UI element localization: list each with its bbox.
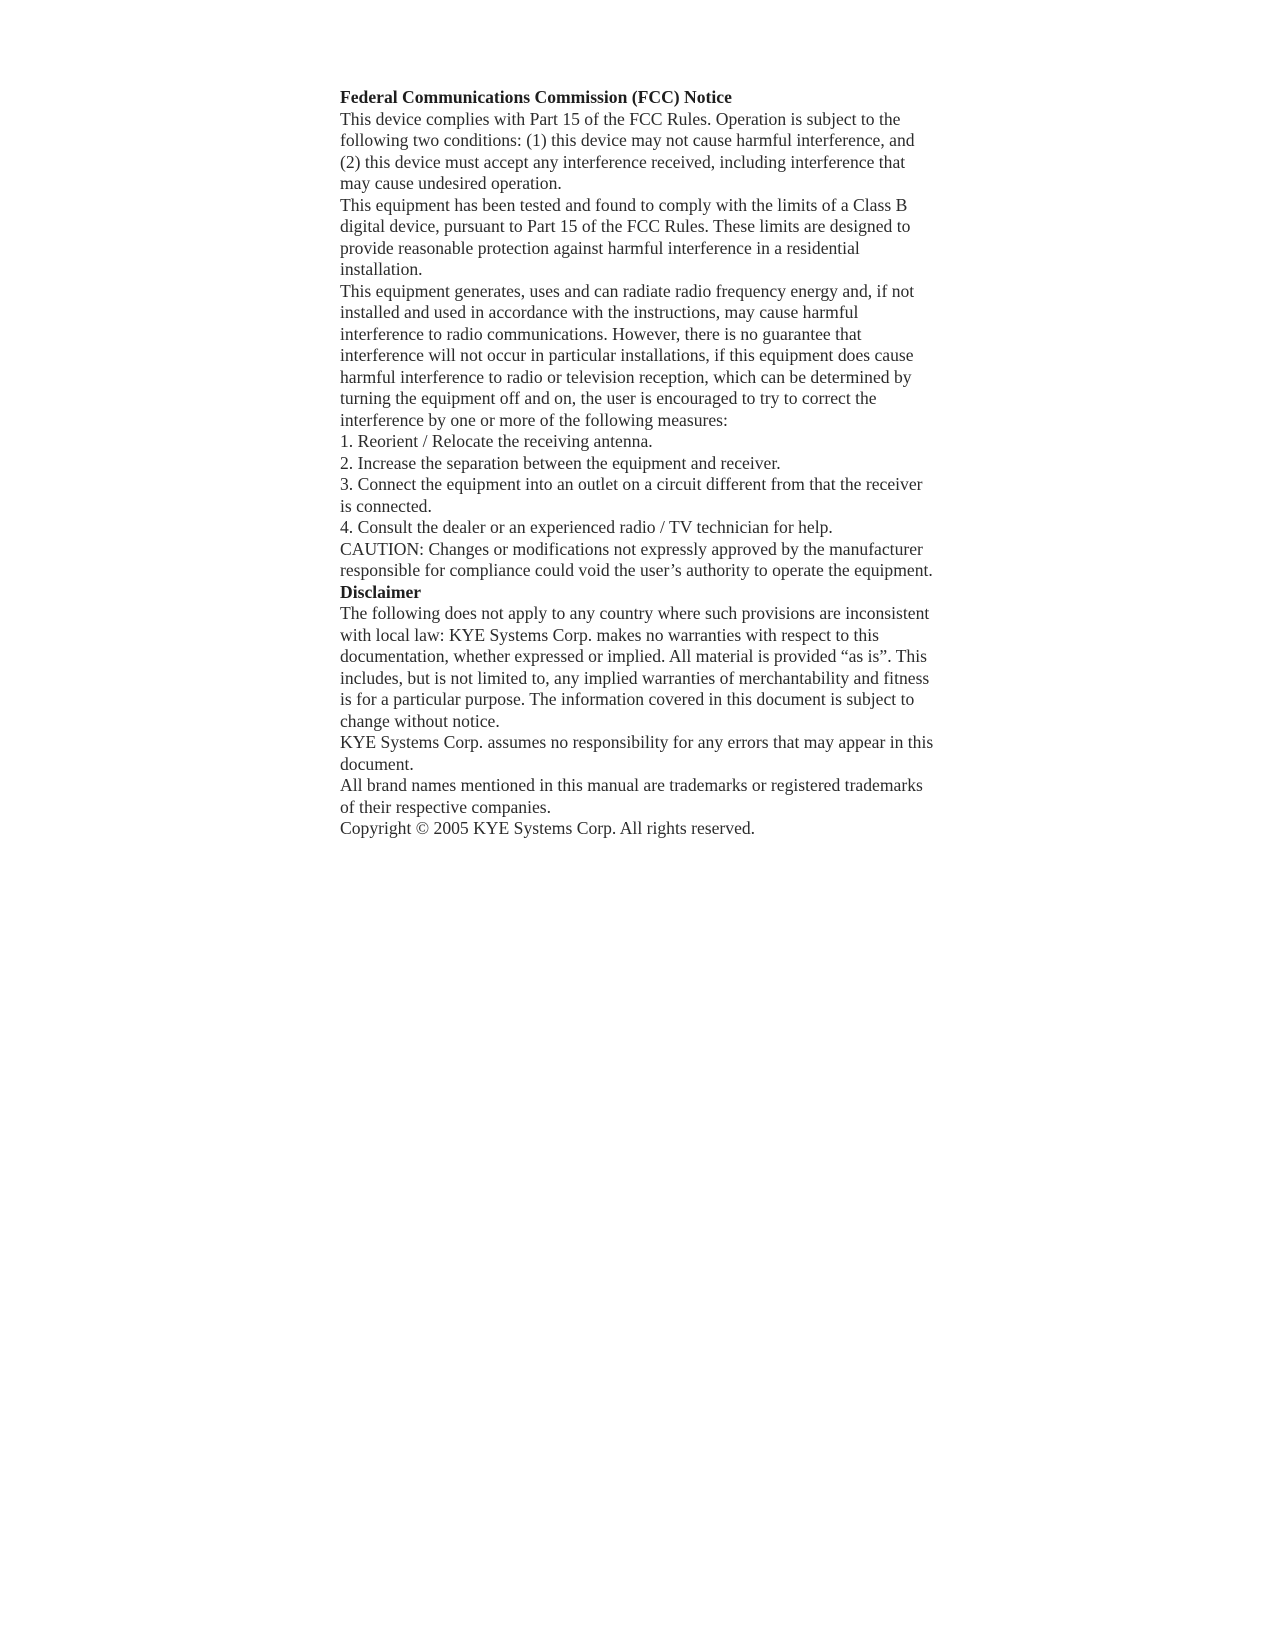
measure-item-2: 2. Increase the separation between the equipment and receiver.: [340, 452, 781, 473]
measure-item-3: 3. Connect the equipment into an outlet on a circuit different from that the receiver is connected.: [340, 474, 923, 516]
document-page: [340, 87, 936, 840]
copyright-line: Copyright © 2005 KYE Systems Corp. All rights reserved.: [340, 818, 756, 838]
disclaimer-paragraph-trademarks: All brand names mentioned in this manual are trademarks or registered trademarks of their respective companies.: [340, 775, 923, 817]
fcc-paragraph-class-b: This equipment has been tested and found to comply with the limits of a Class B digital device, pursuant to Part 15 of the FCC Rules. These limits are designed to provide reasonable protection against harmful interference in a residential installation.: [340, 194, 911, 279]
disclaimer-paragraph-responsibility: KYE Systems Corp. assumes no responsibility for any errors that may appear in this document.: [340, 732, 934, 774]
measure-item-1: 1. Reorient / Relocate the receiving antenna.: [340, 431, 653, 451]
fcc-heading: Federal Communications Commission (FCC) Notice: [340, 87, 732, 107]
disclaimer-paragraph-warranty: The following does not apply to any country where such provisions are inconsistent with local law: KYE Systems Corp. makes no warranties with respect to this documentation, whether expressed or implied. All material is provided “as is”. This includes, but is not limited to, any implied warranties of merchantability and fitness is for a particular purpose. The information covered in this document is subject to change without notice.: [340, 603, 930, 731]
fcc-caution: CAUTION: Changes or modifications not expressly approved by the manufacturer responsible for compliance could void the user’s authority to operate the equipment.: [340, 538, 933, 580]
fcc-paragraph-radio-energy: This equipment generates, uses and can radiate radio frequency energy and, if not installed and used in accordance with the instructions, may cause harmful interference to radio communications. However, there is no guarantee that interference will not occur in particular installations, if this equipment does cause harmful interference to radio or television reception, which can be determined by turning the equipment off and on, the user is encouraged to try to correct the interference by one or more of the following measures:: [340, 280, 915, 430]
fcc-paragraph-compliance: This device complies with Part 15 of the FCC Rules. Operation is subject to the following two conditions: (1) this device may not cause harmful interference, and (2) this device must accept any interference received, including interference that may cause undesired operation.: [340, 108, 915, 193]
measure-item-4: 4. Consult the dealer or an experienced radio / TV technician for help.: [340, 517, 833, 537]
disclaimer-heading: Disclaimer: [340, 581, 422, 602]
